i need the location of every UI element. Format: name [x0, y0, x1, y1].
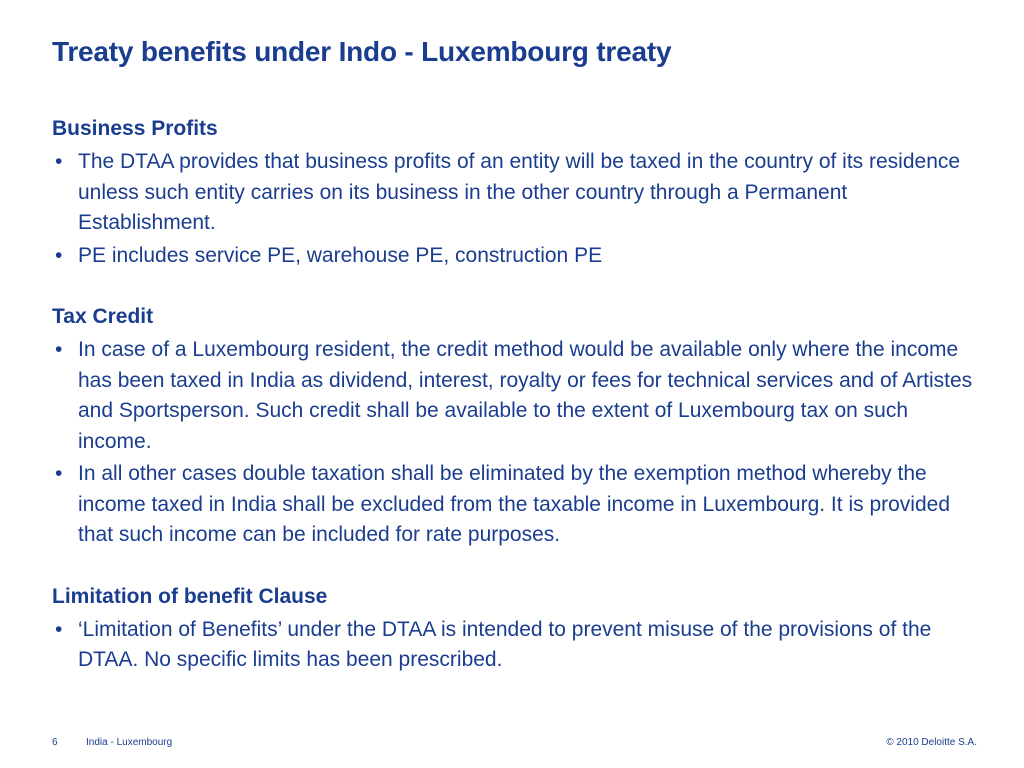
bullet-list [52, 335, 987, 551]
bullet-icon: • [55, 617, 63, 641]
bullet-item [52, 147, 987, 239]
bullet-list [52, 147, 987, 271]
footer-copyright: © 2010 Deloitte S.A. [886, 737, 977, 748]
bullet-item [52, 335, 987, 457]
bullet-text: ‘Limitation of Benefits’ under the DTAA is intended to prevent misuse of the provisions of the DTAA. No specific limits has been prescribed. [78, 617, 932, 671]
section-business-profits [52, 114, 987, 271]
bullet-text: PE includes service PE, warehouse PE, construction PE [78, 243, 603, 267]
footer-page-number: 6 [52, 737, 58, 748]
section-heading: Limitation of benefit Clause [52, 584, 328, 608]
bullet-text: In all other cases double taxation shall be eliminated by the exemption method whereby the income taxed in India shall be excluded from the taxable income in Luxembourg. It is provided that such income can be included for rate purposes. [78, 462, 950, 546]
slide-content [52, 114, 987, 678]
bullet-icon: • [55, 243, 63, 267]
bullet-icon: • [55, 462, 63, 485]
bullet-item [52, 241, 987, 272]
slide-title: Treaty benefits under Indo - Luxembourg treaty [52, 36, 672, 67]
bullet-text: The DTAA provides that business profits of an entity will be taxed in the country of its residence unless such entity carries on its business in the other country through a Permanent Establishment. [78, 150, 961, 234]
bullet-icon: • [55, 150, 63, 173]
footer-label: India - Luxembourg [86, 737, 173, 748]
bullet-item [52, 615, 987, 676]
bullet-list [52, 615, 987, 676]
section-heading: Business Profits [52, 117, 218, 140]
bullet-item [52, 459, 987, 551]
section-limitation-of-benefit [52, 582, 987, 676]
bullet-text: In case of a Luxembourg resident, the credit method would be available only where the income has been taxed in India as dividend, interest, royalty or fees for technical services and of Artistes and Sportsperson. Such credit shall be available to the extent of Luxembourg tax on such income. [78, 338, 973, 453]
bullet-icon: • [55, 338, 63, 361]
section-heading: Tax Credit [52, 305, 154, 328]
section-tax-credit [52, 302, 987, 551]
